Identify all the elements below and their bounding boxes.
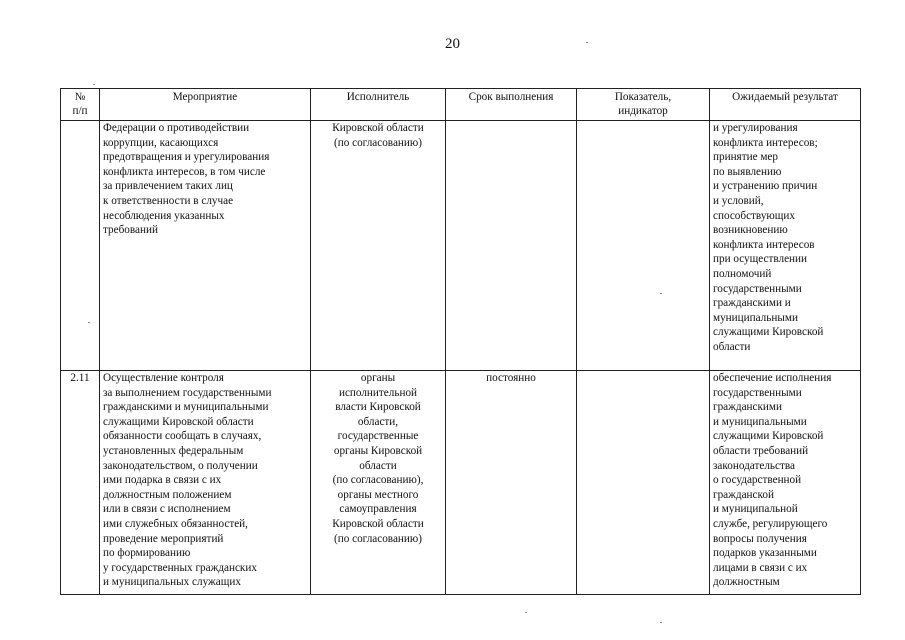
table-header-row — [61, 89, 861, 121]
cell-activity: Федерации о противодействии коррупции, касающихся предотвращения и урегулирования конфликта интересов, в том числе за привлечением таких лиц к ответственности в случае несоблюдения указанных требований — [100, 121, 311, 371]
cell-executor: органы исполнительной власти Кировской области, государственные органы Кировской области (по согласованию), органы местного самоуправления Кировской области (по согласованию) — [311, 371, 446, 595]
cell-indicator — [577, 121, 710, 371]
header-deadline: Срок выполнения — [446, 89, 577, 121]
header-result: Ожидаемый результат — [710, 89, 861, 121]
scan-speck — [586, 42, 588, 43]
header-num: № п/п — [61, 89, 100, 121]
scan-speck — [660, 622, 662, 623]
table-row — [61, 371, 861, 595]
cell-num: 2.11 — [61, 371, 100, 595]
cell-result: обеспечение исполнения государственными гражданскими и муниципальными служащими Кировской области требований законодательства о государственной гражданской и муниципальной службе, регулирующего вопросы получения подарков указанными лицами в связи с их должностным — [710, 371, 861, 595]
page-number: 20 — [445, 36, 460, 52]
scan-speck — [88, 322, 90, 323]
header-executor: Исполнитель — [311, 89, 446, 121]
cell-activity: Осуществление контроля за выполнением государственными гражданскими и муниципальными служащими Кировской области обязанности сообщать в случаях, установленных федеральным законодательством, о получении ими подарка в связи с их должностным положением или в связи с исполнением ими служебных обязанностей, проведение мероприятий по формированию у государственных гражданских и муниципальных служащих — [100, 371, 311, 595]
cell-indicator — [577, 371, 710, 595]
cell-deadline: постоянно — [446, 371, 577, 595]
scan-speck — [660, 293, 662, 294]
cell-deadline — [446, 121, 577, 371]
scan-speck — [93, 84, 95, 85]
cell-num — [61, 121, 100, 371]
cell-result: и урегулирования конфликта интересов; принятие мер по выявлению и устранению причин и условий, способствующих возникновению конфликта интересов при осуществлении полномочий государственными гражданскими и муниципальными служащими Кировской области — [710, 121, 861, 371]
header-indicator: Показатель, индикатор — [577, 89, 710, 121]
cell-executor: Кировской области (по согласованию) — [311, 121, 446, 371]
scan-speck — [525, 612, 527, 613]
table-row — [61, 121, 861, 371]
header-activity: Мероприятие — [100, 89, 311, 121]
measures-table — [60, 88, 861, 595]
